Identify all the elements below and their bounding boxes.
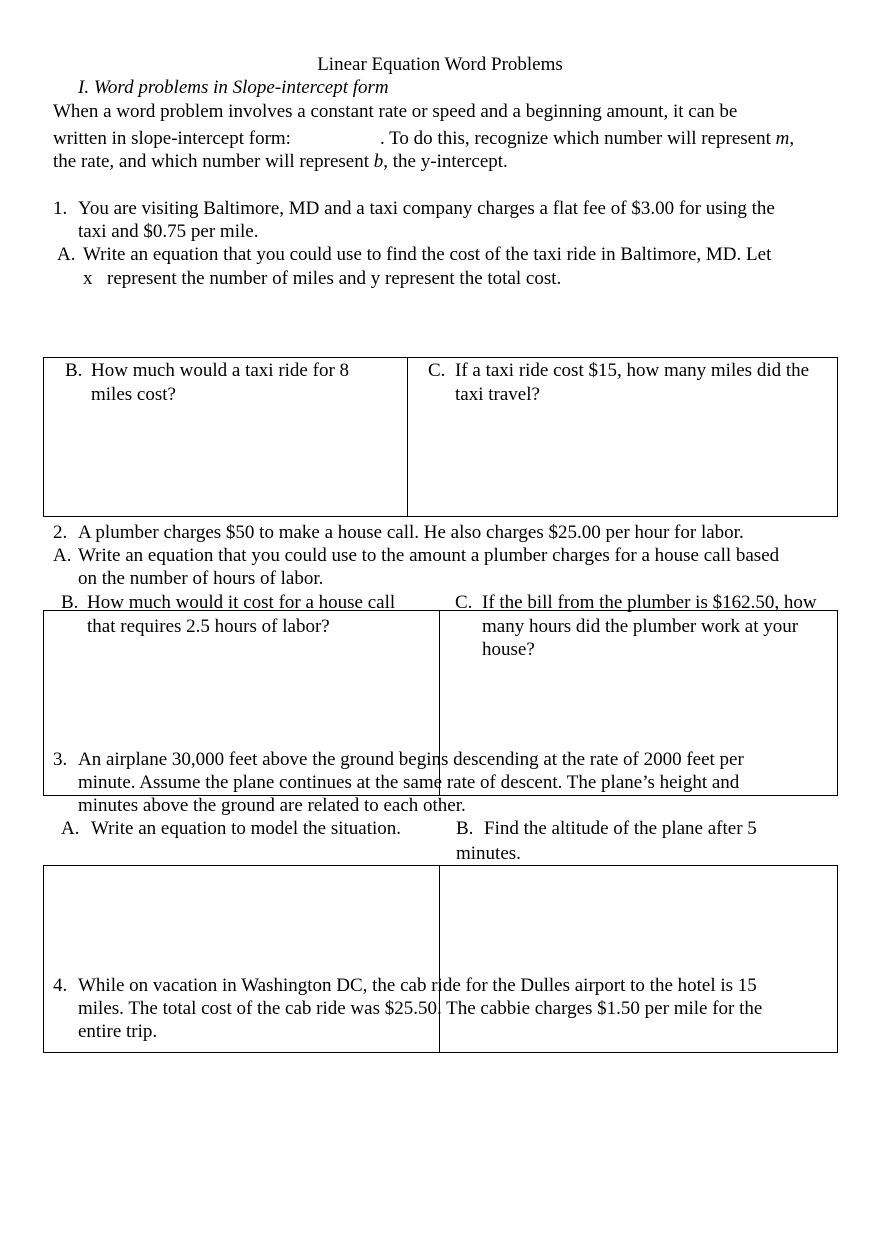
problem-2-line-1: A plumber charges $50 to make a house call. He also charges $25.00 per hour for labor. (78, 522, 744, 543)
problem-3-line-2: minute. Assume the plane continues at the same rate of descent. The plane’s height and (78, 772, 740, 793)
section-heading: I. Word problems in Slope-intercept form (78, 77, 389, 98)
problem-3-answer-box (43, 865, 838, 1053)
problem-1a-line-2: represent the number of miles and y represent the total cost. (107, 268, 562, 289)
intro-line-3: the rate, and which number will represent b, the y-intercept. (53, 151, 508, 172)
problem-3a-label: A. (61, 818, 80, 839)
problem-3b-label: B. (456, 818, 474, 839)
problem-3-number: 3. (53, 749, 68, 770)
page-title: Linear Equation Word Problems (317, 54, 563, 75)
problem-1-line-1: You are visiting Baltimore, MD and a taxi company charges a flat fee of $3.00 for using the (78, 198, 775, 219)
problem-2c-line-3: house? (482, 639, 535, 660)
problem-1b-label: B. (65, 360, 83, 381)
problem-2c-line-1: If the bill from the plumber is $162.50, how (482, 592, 817, 613)
problem-1c-label: C. (428, 360, 446, 381)
problem-2b-line-1: How much would it cost for a house call (87, 592, 396, 613)
problem-4-line-1: While on vacation in Washington DC, the cab ride for the Dulles airport to the hotel is 15 (78, 975, 757, 996)
problem-1b-line-2: miles cost? (91, 384, 176, 405)
intro-line-2b: . To do this, recognize which number will represent m, (380, 128, 795, 149)
problem-1-line-2: taxi and $0.75 per mile. (78, 221, 259, 242)
intro-line-1: When a word problem involves a constant rate or speed and a beginning amount, it can be (53, 101, 738, 122)
problem-4-number: 4. (53, 975, 68, 996)
problem-2a-label: A. (53, 545, 72, 566)
problem-1a-label: A. (57, 244, 76, 265)
problem-2a-line-1: Write an equation that you could use to the amount a plumber charges for a house call based (78, 545, 780, 566)
problem-3-line-3: minutes above the ground are related to each other. (78, 795, 466, 816)
problem-1b-line-1: How much would a taxi ride for 8 (91, 360, 350, 381)
problem-1-number: 1. (53, 198, 68, 219)
problem-3b-line-1: Find the altitude of the plane after 5 (484, 818, 757, 839)
problem-2b-label: B. (61, 592, 79, 613)
problem-2b-line-2: that requires 2.5 hours of labor? (87, 616, 330, 637)
problem-3b-line-2: minutes. (456, 843, 521, 864)
problem-1-box-divider (407, 357, 408, 517)
problem-3-box-divider (439, 865, 440, 1053)
problem-3a-line-1: Write an equation to model the situation. (91, 818, 402, 839)
problem-1c-line-1: If a taxi ride cost $15, how many miles did the (455, 360, 810, 381)
problem-1a-x: x (83, 268, 93, 289)
problem-4-line-2: miles. The total cost of the cab ride was $25.50. The cabbie charges $1.50 per mile for the (78, 998, 763, 1019)
problem-2c-line-2: many hours did the plumber work at your (482, 616, 799, 637)
problem-4-line-3: entire trip. (78, 1021, 158, 1042)
problem-1a-line-1: Write an equation that you could use to find the cost of the taxi ride in Baltimore, MD. Let (83, 244, 772, 265)
intro-line-2a: written in slope-intercept form: (53, 128, 291, 149)
problem-1c-line-2: taxi travel? (455, 384, 540, 405)
problem-2c-label: C. (455, 592, 473, 613)
problem-3-line-1: An airplane 30,000 feet above the ground begins descending at the rate of 2000 feet per (78, 749, 744, 770)
problem-2-number: 2. (53, 522, 68, 543)
problem-2a-line-2: on the number of hours of labor. (78, 568, 324, 589)
